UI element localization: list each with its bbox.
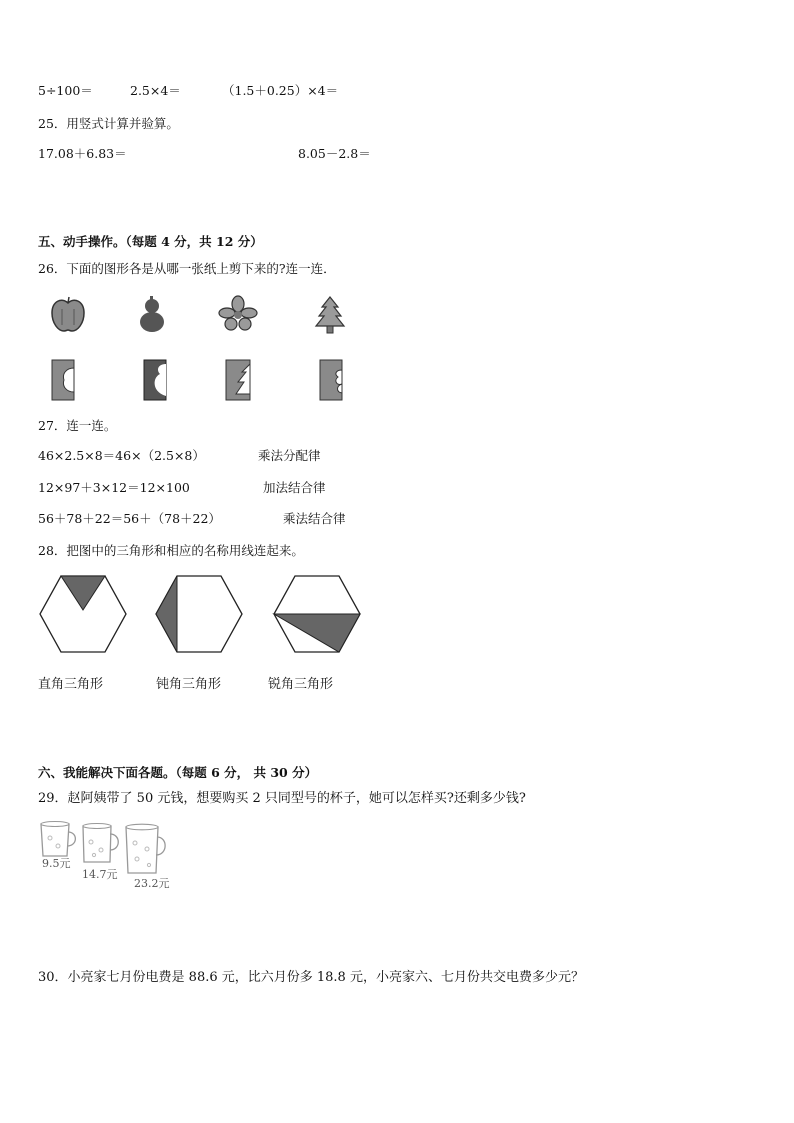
q30-title: 30．小亮家七月份电费是 88.6 元，比六月份多 18.8 元，小亮家六、七月份共交电费多少元？ bbox=[38, 970, 584, 985]
gourd-icon bbox=[136, 295, 168, 335]
expr-2-5-times-4: 2.5×4＝ bbox=[130, 83, 181, 98]
section-6-heading: 六、我能解决下面各题。（每题 6 分， 共 30 分） bbox=[38, 765, 318, 780]
apple-icon bbox=[48, 295, 88, 335]
cup-3-icon bbox=[123, 823, 169, 877]
q27-law-3: 乘法结合律 bbox=[283, 511, 346, 526]
cup-1-price: 9.5元 bbox=[42, 857, 71, 870]
label-right-triangle: 直角三角形 bbox=[38, 677, 104, 692]
q26-title: 26．下面的图形各是从哪一张纸上剪下来的?连一连． bbox=[38, 261, 336, 276]
q27-expr-2: 12×97＋3×12＝12×100 bbox=[38, 480, 190, 495]
paper-tree-cut bbox=[222, 358, 256, 402]
hexagon-figure-3 bbox=[272, 574, 362, 654]
label-obtuse-triangle: 钝角三角形 bbox=[156, 677, 222, 692]
q27-law-2: 加法结合律 bbox=[263, 480, 326, 495]
expr-5-div-100: 5÷100＝ bbox=[38, 83, 93, 98]
q27-title: 27．连一连。 bbox=[38, 418, 117, 433]
q28-title: 28．把图中的三角形和相应的名称用线连起来。 bbox=[38, 543, 304, 558]
cup-2-price: 14.7元 bbox=[82, 868, 118, 881]
paper-flower-cut bbox=[316, 358, 350, 402]
q25-title: 25．用竖式计算并验算。 bbox=[38, 116, 179, 131]
q27-expr-3: 56＋78＋22＝56＋（78＋22） bbox=[38, 511, 221, 526]
cup-3-price: 23.2元 bbox=[134, 877, 170, 890]
expr-1-5-plus: （1.5＋0.25）×4＝ bbox=[222, 83, 339, 98]
section-5-heading: 五、动手操作。（每题 4 分，共 12 分） bbox=[38, 234, 263, 249]
cup-2-icon bbox=[80, 822, 122, 866]
q25-expr-2: 8.05－2.8＝ bbox=[298, 146, 371, 161]
label-acute-triangle: 锐角三角形 bbox=[268, 677, 334, 692]
hexagon-figure-2 bbox=[154, 574, 244, 654]
tree-icon bbox=[313, 295, 347, 335]
q29-title: 29．赵阿姨带了 50 元钱，想要购买 2 只同型号的杯子，她可以怎样买?还剩多少钱? bbox=[38, 791, 526, 806]
q25-expr-1: 17.08＋6.83＝ bbox=[38, 146, 127, 161]
q27-law-1: 乘法分配律 bbox=[258, 448, 321, 463]
q27-expr-1: 46×2.5×8＝46×（2.5×8） bbox=[38, 448, 205, 463]
cup-1-icon bbox=[38, 820, 80, 860]
paper-gourd-cut bbox=[138, 358, 172, 402]
hexagon-figure-1 bbox=[38, 574, 128, 654]
flower-icon bbox=[218, 295, 258, 333]
paper-apple-cut bbox=[48, 358, 82, 402]
